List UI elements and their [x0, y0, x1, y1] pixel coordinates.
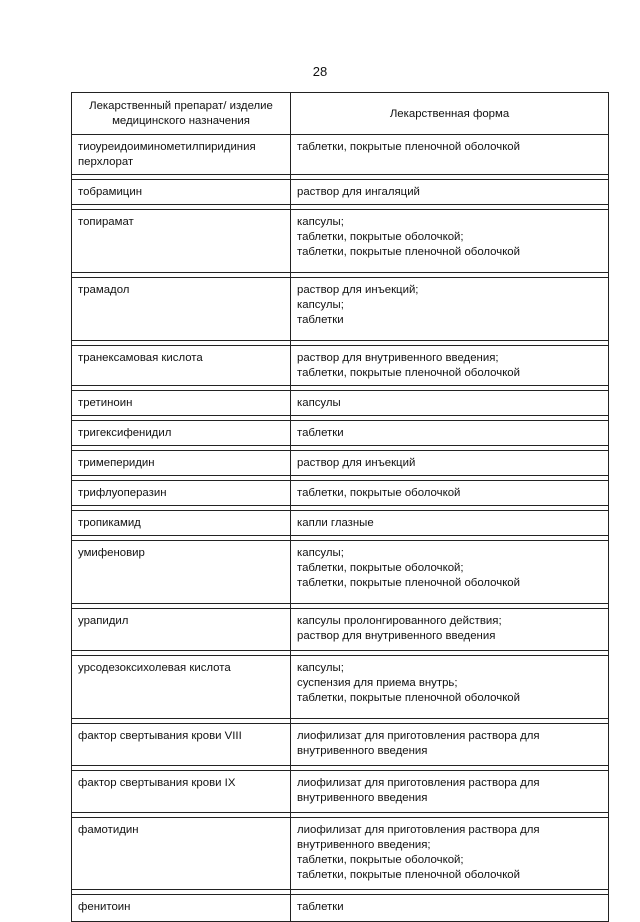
dosage-form-line: лиофилизат для приготовления раствора для внутривенного введения	[297, 730, 540, 757]
dosage-form-cell	[291, 541, 609, 604]
drug-name-cell: тиоуреидоиминометилпиридиния перхлорат	[72, 135, 291, 175]
table-row	[72, 541, 609, 604]
dosage-form-line: таблетки, покрытые пленочной оболочкой	[297, 367, 521, 379]
dosage-form-line: капсулы;	[297, 547, 344, 559]
dosage-form-line: раствор для инъекций;	[297, 284, 419, 296]
dosage-form-line: таблетки, покрытые оболочкой;	[297, 562, 464, 574]
drug-name-cell: фактор свертывания крови IX	[72, 771, 291, 813]
dosage-form-cell	[291, 609, 609, 651]
drug-name-cell: тримеперидин	[72, 451, 291, 476]
table-row	[72, 180, 609, 205]
dosage-form-line: лиофилизат для приготовления раствора для внутривенного введения;	[297, 824, 540, 851]
dosage-form-cell	[291, 421, 609, 446]
table-header-row	[72, 93, 609, 135]
table-row	[72, 421, 609, 446]
drug-name-cell: урсодезоксихолевая кислота	[72, 656, 291, 719]
dosage-form-cell	[291, 451, 609, 476]
table-row	[72, 724, 609, 766]
dosage-form-line: таблетки, покрытые оболочкой;	[297, 854, 464, 866]
dosage-form-line: таблетки, покрытые пленочной оболочкой	[297, 577, 521, 589]
drug-name-cell: трамадол	[72, 278, 291, 341]
table-row	[72, 210, 609, 273]
dosage-form-cell	[291, 135, 609, 175]
dosage-form-cell	[291, 210, 609, 273]
dosage-form-line: раствор для ингаляций	[297, 186, 420, 198]
table-row	[72, 656, 609, 719]
dosage-form-cell	[291, 724, 609, 766]
table-row	[72, 895, 609, 922]
dosage-form-line: таблетки, покрытые пленочной оболочкой	[297, 692, 521, 704]
drug-name-cell: фамотидин	[72, 818, 291, 890]
drug-name-cell: умифеновир	[72, 541, 291, 604]
dosage-form-cell	[291, 511, 609, 536]
dosage-form-line: таблетки, покрытые пленочной оболочкой	[297, 141, 521, 153]
page-number: 28	[312, 64, 328, 79]
dosage-form-line: капсулы	[297, 397, 341, 409]
dosage-form-line: капсулы пролонгированного действия;	[297, 615, 502, 627]
dosage-form-line: таблетки, покрытые пленочной оболочкой	[297, 869, 521, 881]
table-row	[72, 346, 609, 386]
table-row	[72, 511, 609, 536]
drug-name-cell: тропикамид	[72, 511, 291, 536]
drug-name-cell: фактор свертывания крови VIII	[72, 724, 291, 766]
dosage-form-cell	[291, 391, 609, 416]
dosage-form-line: таблетки, покрытые пленочной оболочкой	[297, 246, 521, 258]
drug-name-cell: транексамовая кислота	[72, 346, 291, 386]
header-form: Лекарственная форма	[291, 93, 609, 135]
dosage-form-cell	[291, 895, 609, 922]
header-drug: Лекарственный препарат/ изделие медицинского назначения	[72, 93, 291, 135]
dosage-form-cell	[291, 481, 609, 506]
table-row	[72, 771, 609, 813]
table-row	[72, 135, 609, 175]
drug-form-table	[71, 92, 609, 922]
dosage-form-line: капли глазные	[297, 517, 374, 529]
table-row	[72, 481, 609, 506]
dosage-form-line: таблетки	[297, 427, 344, 439]
drug-name-cell: фенитоин	[72, 895, 291, 922]
dosage-form-cell	[291, 818, 609, 890]
dosage-form-line: раствор для внутривенного введения;	[297, 352, 499, 364]
dosage-form-line: капсулы;	[297, 662, 344, 674]
dosage-form-line: капсулы;	[297, 216, 344, 228]
drug-name-cell: топирамат	[72, 210, 291, 273]
dosage-form-cell	[291, 346, 609, 386]
table-body	[72, 135, 609, 922]
table-row	[72, 451, 609, 476]
dosage-form-cell	[291, 278, 609, 341]
dosage-form-cell	[291, 656, 609, 719]
dosage-form-line: раствор для инъекций	[297, 457, 416, 469]
drug-name-cell: третиноин	[72, 391, 291, 416]
dosage-form-line: таблетки	[297, 901, 344, 913]
dosage-form-line: таблетки	[297, 314, 344, 326]
drug-name-cell: тригексифенидил	[72, 421, 291, 446]
table-row	[72, 818, 609, 890]
dosage-form-line: таблетки, покрытые оболочкой;	[297, 231, 464, 243]
table-row	[72, 391, 609, 416]
drug-name-cell: тобрамицин	[72, 180, 291, 205]
table-row	[72, 609, 609, 651]
dosage-form-line: суспензия для приема внутрь;	[297, 677, 458, 689]
drug-name-cell: урапидил	[72, 609, 291, 651]
dosage-form-line: раствор для внутривенного введения	[297, 630, 496, 642]
table-row	[72, 278, 609, 341]
dosage-form-cell	[291, 180, 609, 205]
drug-name-cell: трифлуоперазин	[72, 481, 291, 506]
dosage-form-line: лиофилизат для приготовления раствора для внутривенного введения	[297, 777, 540, 804]
dosage-form-line: таблетки, покрытые оболочкой	[297, 487, 461, 499]
dosage-form-cell	[291, 771, 609, 813]
dosage-form-line: капсулы;	[297, 299, 344, 311]
